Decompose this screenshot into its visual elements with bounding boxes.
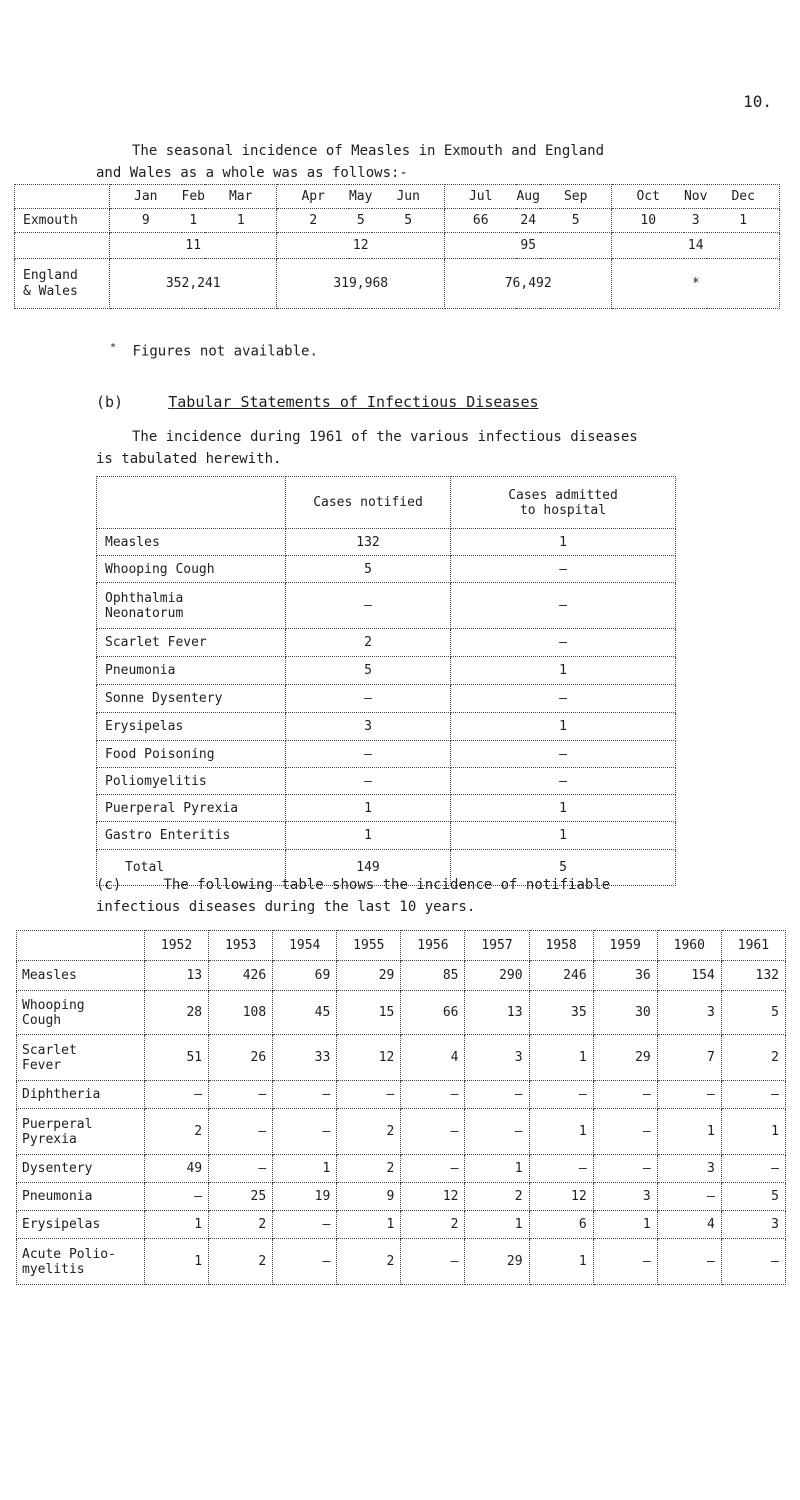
- year-header: 1958: [529, 931, 593, 961]
- year-value: 33: [273, 1035, 337, 1081]
- year-value: 12: [337, 1035, 401, 1081]
- disease-name: Pneumonia: [17, 1183, 145, 1211]
- year-value: 246: [529, 961, 593, 991]
- notified-value: 2: [286, 629, 451, 657]
- year-value: 49: [145, 1155, 209, 1183]
- table-row: [97, 629, 676, 657]
- disease-name-line: Fever: [22, 1057, 62, 1073]
- notified-value: 5: [286, 657, 451, 685]
- admitted-value: –: [451, 629, 676, 657]
- table-row: [17, 961, 786, 991]
- section-c-intro: [96, 874, 776, 918]
- disease-name-line: Acute Polio-: [22, 1246, 116, 1262]
- year-value: 7: [657, 1035, 721, 1081]
- col-header-line: Cases admitted: [508, 487, 618, 503]
- admitted-value: 1: [451, 822, 676, 850]
- year-value: 9: [337, 1183, 401, 1211]
- notified-value: –: [286, 583, 451, 629]
- disease-name-line: myelitis: [22, 1261, 85, 1277]
- section-c-intro-line-1: [96, 874, 776, 896]
- intro-line-2: and Wales as a whole was as follows:-: [96, 165, 408, 181]
- disease-name-line: Whooping: [22, 997, 85, 1013]
- monthly-value: 2: [277, 209, 349, 233]
- year-value: –: [401, 1155, 465, 1183]
- admitted-value: –: [451, 583, 676, 629]
- col-header-line: to hospital: [519, 502, 607, 518]
- header-row: [97, 477, 676, 529]
- disease-name: Whooping Cough: [97, 556, 286, 583]
- year-value: 12: [529, 1183, 593, 1211]
- year-value: 15: [337, 991, 401, 1035]
- disease-name: [17, 991, 145, 1035]
- disease-name: Scarlet Fever: [97, 629, 286, 657]
- month-header: Jul: [444, 185, 516, 209]
- year-value: 1: [657, 1109, 721, 1155]
- month-header: Jan: [110, 185, 182, 209]
- year-value: 132: [721, 961, 785, 991]
- disease-name-line: Neonatorum: [105, 605, 184, 621]
- table-row: [97, 529, 676, 556]
- year-value: 108: [209, 991, 273, 1035]
- year-value: 1: [529, 1035, 593, 1081]
- year-value: 85: [401, 961, 465, 991]
- year-value: 3: [593, 1183, 657, 1211]
- admitted-value: –: [451, 768, 676, 795]
- admitted-value: 1: [451, 713, 676, 741]
- year-value: –: [529, 1081, 593, 1109]
- year-value: 2: [337, 1239, 401, 1285]
- year-value: –: [401, 1081, 465, 1109]
- year-value: –: [657, 1081, 721, 1109]
- year-value: 5: [721, 991, 785, 1035]
- years-header-row: [17, 931, 786, 961]
- table-row: [17, 1035, 786, 1081]
- disease-name: Gastro Enteritis: [97, 822, 286, 850]
- month-header: Dec: [707, 185, 779, 209]
- disease-name: Puerperal Pyrexia: [97, 795, 286, 822]
- notified-value: –: [286, 768, 451, 795]
- notified-value: 3: [286, 713, 451, 741]
- year-header: 1961: [721, 931, 785, 961]
- year-value: –: [721, 1155, 785, 1183]
- quarter-england-value: 76,492: [444, 259, 611, 309]
- year-value: 36: [593, 961, 657, 991]
- year-header: 1954: [273, 931, 337, 961]
- year-value: 4: [401, 1035, 465, 1081]
- section-c-intro-line-2: infectious diseases during the last 10 years.: [96, 899, 476, 915]
- notified-value: –: [286, 685, 451, 713]
- seasonal-measles-table: [14, 184, 780, 309]
- admitted-value: –: [451, 556, 676, 583]
- exmouth-quarter-total-row: [15, 233, 780, 259]
- quarter-total: 12: [277, 233, 444, 259]
- table-row: [17, 1239, 786, 1285]
- exmouth-monthly-row: [15, 209, 780, 233]
- notified-value: 132: [286, 529, 451, 556]
- notified-value: 1: [286, 822, 451, 850]
- year-value: –: [273, 1211, 337, 1239]
- notified-total: 149: [286, 850, 451, 886]
- year-value: 66: [401, 991, 465, 1035]
- admitted-value: 1: [451, 795, 676, 822]
- disease-name-line: Ophthalmia: [105, 590, 184, 606]
- monthly-value: 5: [349, 209, 372, 233]
- disease-name: Erysipelas: [97, 713, 286, 741]
- year-value: 69: [273, 961, 337, 991]
- year-value: 30: [593, 991, 657, 1035]
- notified-value: 1: [286, 795, 451, 822]
- disease-name-line: Pyrexia: [22, 1131, 77, 1147]
- table-row: [97, 713, 676, 741]
- year-value: 29: [465, 1239, 529, 1285]
- footnote-text: Figures not available.: [132, 343, 318, 360]
- year-value: 2: [209, 1239, 273, 1285]
- disease-name: Food Poisoning: [97, 741, 286, 768]
- monthly-value: 5: [372, 209, 444, 233]
- disease-name: [17, 1035, 145, 1081]
- year-value: 13: [145, 961, 209, 991]
- year-value: 1: [529, 1239, 593, 1285]
- monthly-value: 1: [707, 209, 779, 233]
- disease-name: [97, 583, 286, 629]
- row-label-england-wales: [15, 259, 110, 309]
- disease-name: [17, 1109, 145, 1155]
- year-value: 1: [465, 1155, 529, 1183]
- table-row: [17, 1081, 786, 1109]
- disease-name-line: Scarlet: [22, 1042, 77, 1058]
- year-value: 28: [145, 991, 209, 1035]
- table-row: [97, 556, 676, 583]
- section-b-intro-line-1: The incidence during 1961 of the various infectious diseases: [132, 429, 638, 445]
- table-row: [97, 795, 676, 822]
- year-value: –: [657, 1183, 721, 1211]
- quarter-england-value: 319,968: [277, 259, 444, 309]
- month-header: Jun: [372, 185, 444, 209]
- footnote: [110, 342, 318, 360]
- table-row: [17, 1211, 786, 1239]
- year-header: 1957: [465, 931, 529, 961]
- year-value: –: [401, 1109, 465, 1155]
- year-header: 1955: [337, 931, 401, 961]
- year-value: 26: [209, 1035, 273, 1081]
- month-header: Sep: [540, 185, 612, 209]
- total-label: Total: [97, 850, 286, 886]
- year-value: –: [465, 1081, 529, 1109]
- quarter-total: 11: [110, 233, 277, 259]
- table-row: [17, 1183, 786, 1211]
- infectious-diseases-1961-table: [96, 476, 676, 886]
- year-value: 1: [529, 1109, 593, 1155]
- section-b-intro: [96, 426, 776, 470]
- disease-name: Measles: [97, 529, 286, 556]
- table-row: [17, 991, 786, 1035]
- year-value: 19: [273, 1183, 337, 1211]
- year-value: 35: [529, 991, 593, 1035]
- quarter-england-value: 352,241: [110, 259, 277, 309]
- admitted-value: 1: [451, 529, 676, 556]
- monthly-value: 1: [205, 209, 277, 233]
- year-value: 1: [273, 1155, 337, 1183]
- table-row: [97, 741, 676, 768]
- disease-name: Pneumonia: [97, 657, 286, 685]
- month-header: Aug: [516, 185, 539, 209]
- year-value: 5: [721, 1183, 785, 1211]
- monthly-value: 5: [540, 209, 612, 233]
- year-value: 426: [209, 961, 273, 991]
- disease-name: Diphtheria: [17, 1081, 145, 1109]
- year-value: 25: [209, 1183, 273, 1211]
- table-row: [97, 768, 676, 795]
- year-value: 2: [401, 1211, 465, 1239]
- section-b-label: (b): [96, 393, 124, 411]
- year-value: –: [593, 1081, 657, 1109]
- year-value: 3: [721, 1211, 785, 1239]
- disease-name: Sonne Dysentery: [97, 685, 286, 713]
- admitted-total: 5: [451, 850, 676, 886]
- year-value: 1: [145, 1211, 209, 1239]
- admitted-value: –: [451, 741, 676, 768]
- intro-line-1: The seasonal incidence of Measles in Exmouth and England: [132, 143, 605, 159]
- monthly-value: 9: [110, 209, 182, 233]
- disease-name: Dysentery: [17, 1155, 145, 1183]
- year-value: –: [209, 1081, 273, 1109]
- table-row: [17, 1109, 786, 1155]
- monthly-value: 10: [612, 209, 684, 233]
- admitted-value: –: [451, 685, 676, 713]
- section-b-heading: [96, 393, 539, 411]
- col-header-admitted: [451, 477, 676, 529]
- month-header: May: [349, 185, 372, 209]
- year-value: 2: [145, 1109, 209, 1155]
- notified-value: 5: [286, 556, 451, 583]
- year-value: 4: [657, 1211, 721, 1239]
- page-number: 10.: [743, 92, 772, 111]
- intro-paragraph: [96, 140, 776, 184]
- admitted-value: 1: [451, 657, 676, 685]
- year-value: 45: [273, 991, 337, 1035]
- year-value: 3: [657, 1155, 721, 1183]
- year-value: 12: [401, 1183, 465, 1211]
- year-value: 3: [465, 1035, 529, 1081]
- year-value: 6: [529, 1211, 593, 1239]
- table-row: [97, 685, 676, 713]
- year-value: –: [657, 1239, 721, 1285]
- disease-name: Poliomyelitis: [97, 768, 286, 795]
- notified-value: –: [286, 741, 451, 768]
- year-value: –: [337, 1081, 401, 1109]
- month-header: Apr: [277, 185, 349, 209]
- year-value: –: [145, 1183, 209, 1211]
- year-value: –: [145, 1081, 209, 1109]
- monthly-value: 1: [182, 209, 205, 233]
- year-value: –: [593, 1239, 657, 1285]
- section-b-title: Tabular Statements of Infectious Diseases: [168, 393, 539, 411]
- disease-name: [17, 1239, 145, 1285]
- table-row: [17, 1155, 786, 1183]
- year-value: –: [273, 1109, 337, 1155]
- ten-year-incidence-table: [16, 930, 786, 1285]
- year-header: 1952: [145, 931, 209, 961]
- table-row: [97, 822, 676, 850]
- row-label-line: & Wales: [23, 283, 78, 299]
- year-value: 1: [465, 1211, 529, 1239]
- year-value: –: [273, 1239, 337, 1285]
- year-value: 3: [657, 991, 721, 1035]
- month-header: Nov: [684, 185, 707, 209]
- row-label-line: England: [23, 267, 78, 283]
- year-value: –: [465, 1109, 529, 1155]
- year-value: 1: [593, 1211, 657, 1239]
- year-value: –: [401, 1239, 465, 1285]
- month-header: Feb: [182, 185, 205, 209]
- year-value: –: [529, 1155, 593, 1183]
- disease-name-line: Cough: [22, 1012, 62, 1028]
- year-value: 29: [593, 1035, 657, 1081]
- year-value: 2: [721, 1035, 785, 1081]
- month-header: Mar: [205, 185, 277, 209]
- section-c-intro-text: The following table shows the incidence of notifiable: [163, 877, 611, 893]
- table-row: [97, 657, 676, 685]
- section-c-label: (c): [96, 877, 122, 893]
- disease-name-line: Puerperal: [22, 1116, 93, 1132]
- monthly-value: 66: [444, 209, 516, 233]
- year-value: 2: [209, 1211, 273, 1239]
- year-value: 29: [337, 961, 401, 991]
- year-value: 51: [145, 1035, 209, 1081]
- disease-name: Erysipelas: [17, 1211, 145, 1239]
- month-header: Oct: [612, 185, 684, 209]
- months-header-row: [15, 185, 780, 209]
- year-value: –: [209, 1155, 273, 1183]
- monthly-value: 24: [516, 209, 539, 233]
- year-value: –: [721, 1239, 785, 1285]
- year-value: 1: [337, 1211, 401, 1239]
- monthly-value: 3: [684, 209, 707, 233]
- year-header: 1959: [593, 931, 657, 961]
- quarter-total: 14: [612, 233, 780, 259]
- year-value: 1: [721, 1109, 785, 1155]
- year-value: 1: [145, 1239, 209, 1285]
- year-value: 2: [465, 1183, 529, 1211]
- year-value: 2: [337, 1109, 401, 1155]
- year-value: 13: [465, 991, 529, 1035]
- year-value: –: [209, 1109, 273, 1155]
- year-header: 1956: [401, 931, 465, 961]
- england-wales-row: [15, 259, 780, 309]
- row-label-exmouth: Exmouth: [15, 209, 110, 233]
- table-row: [97, 583, 676, 629]
- year-value: 290: [465, 961, 529, 991]
- quarter-total: 95: [444, 233, 611, 259]
- year-header: 1960: [657, 931, 721, 961]
- year-value: –: [593, 1155, 657, 1183]
- col-header-notified: Cases notified: [286, 477, 451, 529]
- year-value: –: [273, 1081, 337, 1109]
- year-value: 2: [337, 1155, 401, 1183]
- quarter-england-value: *: [612, 259, 780, 309]
- year-value: 154: [657, 961, 721, 991]
- footnote-mark: *: [110, 342, 117, 353]
- year-value: –: [721, 1081, 785, 1109]
- section-b-intro-line-2: is tabulated herewith.: [96, 451, 282, 467]
- year-header: 1953: [209, 931, 273, 961]
- disease-name: Measles: [17, 961, 145, 991]
- year-value: –: [593, 1109, 657, 1155]
